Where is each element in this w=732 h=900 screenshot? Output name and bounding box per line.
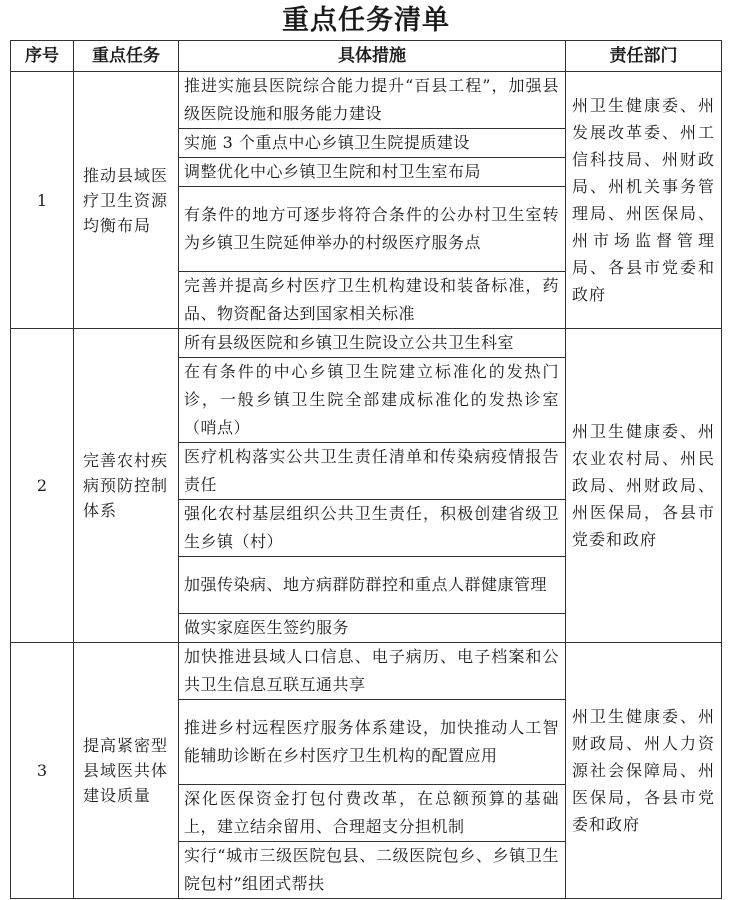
task-table bbox=[10, 40, 722, 899]
task-cell: 提高紧密型县域医共体建设质量 bbox=[74, 643, 179, 899]
row-number: 1 bbox=[11, 72, 74, 329]
table-row bbox=[11, 72, 722, 129]
measure-cell: 强化农村基层组织公共卫生责任，积极创建省级卫生乡镇（村） bbox=[179, 500, 566, 557]
table-header-row bbox=[11, 41, 722, 72]
page-title: 重点任务清单 bbox=[282, 5, 450, 36]
row-number: 2 bbox=[11, 329, 74, 643]
header-measures: 具体措施 bbox=[179, 41, 566, 72]
measure-cell: 加快推进县域人口信息、电子病历、电子档案和公共卫生信息互联互通共享 bbox=[179, 643, 566, 700]
table-row bbox=[11, 329, 722, 358]
measure-cell: 深化医保资金打包付费改革，在总额预算的基础上，建立结余留用、合理超支分担机制 bbox=[179, 785, 566, 842]
measure-cell: 医疗机构落实公共卫生责任清单和传染病疫情报告责任 bbox=[179, 443, 566, 500]
measure-cell: 调整优化中心乡镇卫生院和村卫生室布局 bbox=[179, 158, 566, 187]
header-task: 重点任务 bbox=[74, 41, 179, 72]
dept-cell: 州卫生健康委、州财政局、州人力资源社会保障局、州医保局，各县市党委和政府 bbox=[566, 643, 722, 899]
measure-cell: 实施 3 个重点中心乡镇卫生院提质建设 bbox=[179, 129, 566, 158]
task-cell: 推动县域医疗卫生资源均衡布局 bbox=[74, 72, 179, 329]
dept-cell: 州卫生健康委、州发展改革委、州工信科技局、州财政局、州机关事务管理局、州医保局、州市场监督管理局、各县市党委和政府 bbox=[566, 72, 722, 329]
measure-cell: 实行“城市三级医院包县、二级医院包乡、乡镇卫生院包村”组团式帮扶 bbox=[179, 842, 566, 899]
header-no: 序号 bbox=[11, 41, 74, 72]
table-row bbox=[11, 643, 722, 700]
header-dept: 责任部门 bbox=[566, 41, 722, 72]
dept-cell: 州卫生健康委、州农业农村局、州民政局、州财政局、州医保局，各县市党委和政府 bbox=[566, 329, 722, 643]
measure-cell: 推进乡村远程医疗服务体系建设，加快推动人工智能辅助诊断在乡村医疗卫生机构的配置应用 bbox=[179, 700, 566, 785]
measure-cell: 有条件的地方可逐步将符合条件的公办村卫生室转为乡镇卫生院延伸举办的村级医疗服务点 bbox=[179, 187, 566, 272]
measure-cell: 推进实施县医院综合能力提升“百县工程”，加强县级医院设施和服务能力建设 bbox=[179, 72, 566, 129]
measure-cell: 做实家庭医生签约服务 bbox=[179, 614, 566, 643]
measure-cell: 加强传染病、地方病群防群控和重点人群健康管理 bbox=[179, 557, 566, 614]
measure-cell: 完善并提高乡村医疗卫生机构建设和装备标准，药品、物资配备达到国家相关标准 bbox=[179, 272, 566, 329]
measure-cell: 所有县级医院和乡镇卫生院设立公共卫生科室 bbox=[179, 329, 566, 358]
task-cell: 完善农村疾病预防控制体系 bbox=[74, 329, 179, 643]
measure-cell: 在有条件的中心乡镇卫生院建立标准化的发热门诊，一般乡镇卫生院全部建成标准化的发热诊室（哨点） bbox=[179, 358, 566, 443]
row-number: 3 bbox=[11, 643, 74, 899]
